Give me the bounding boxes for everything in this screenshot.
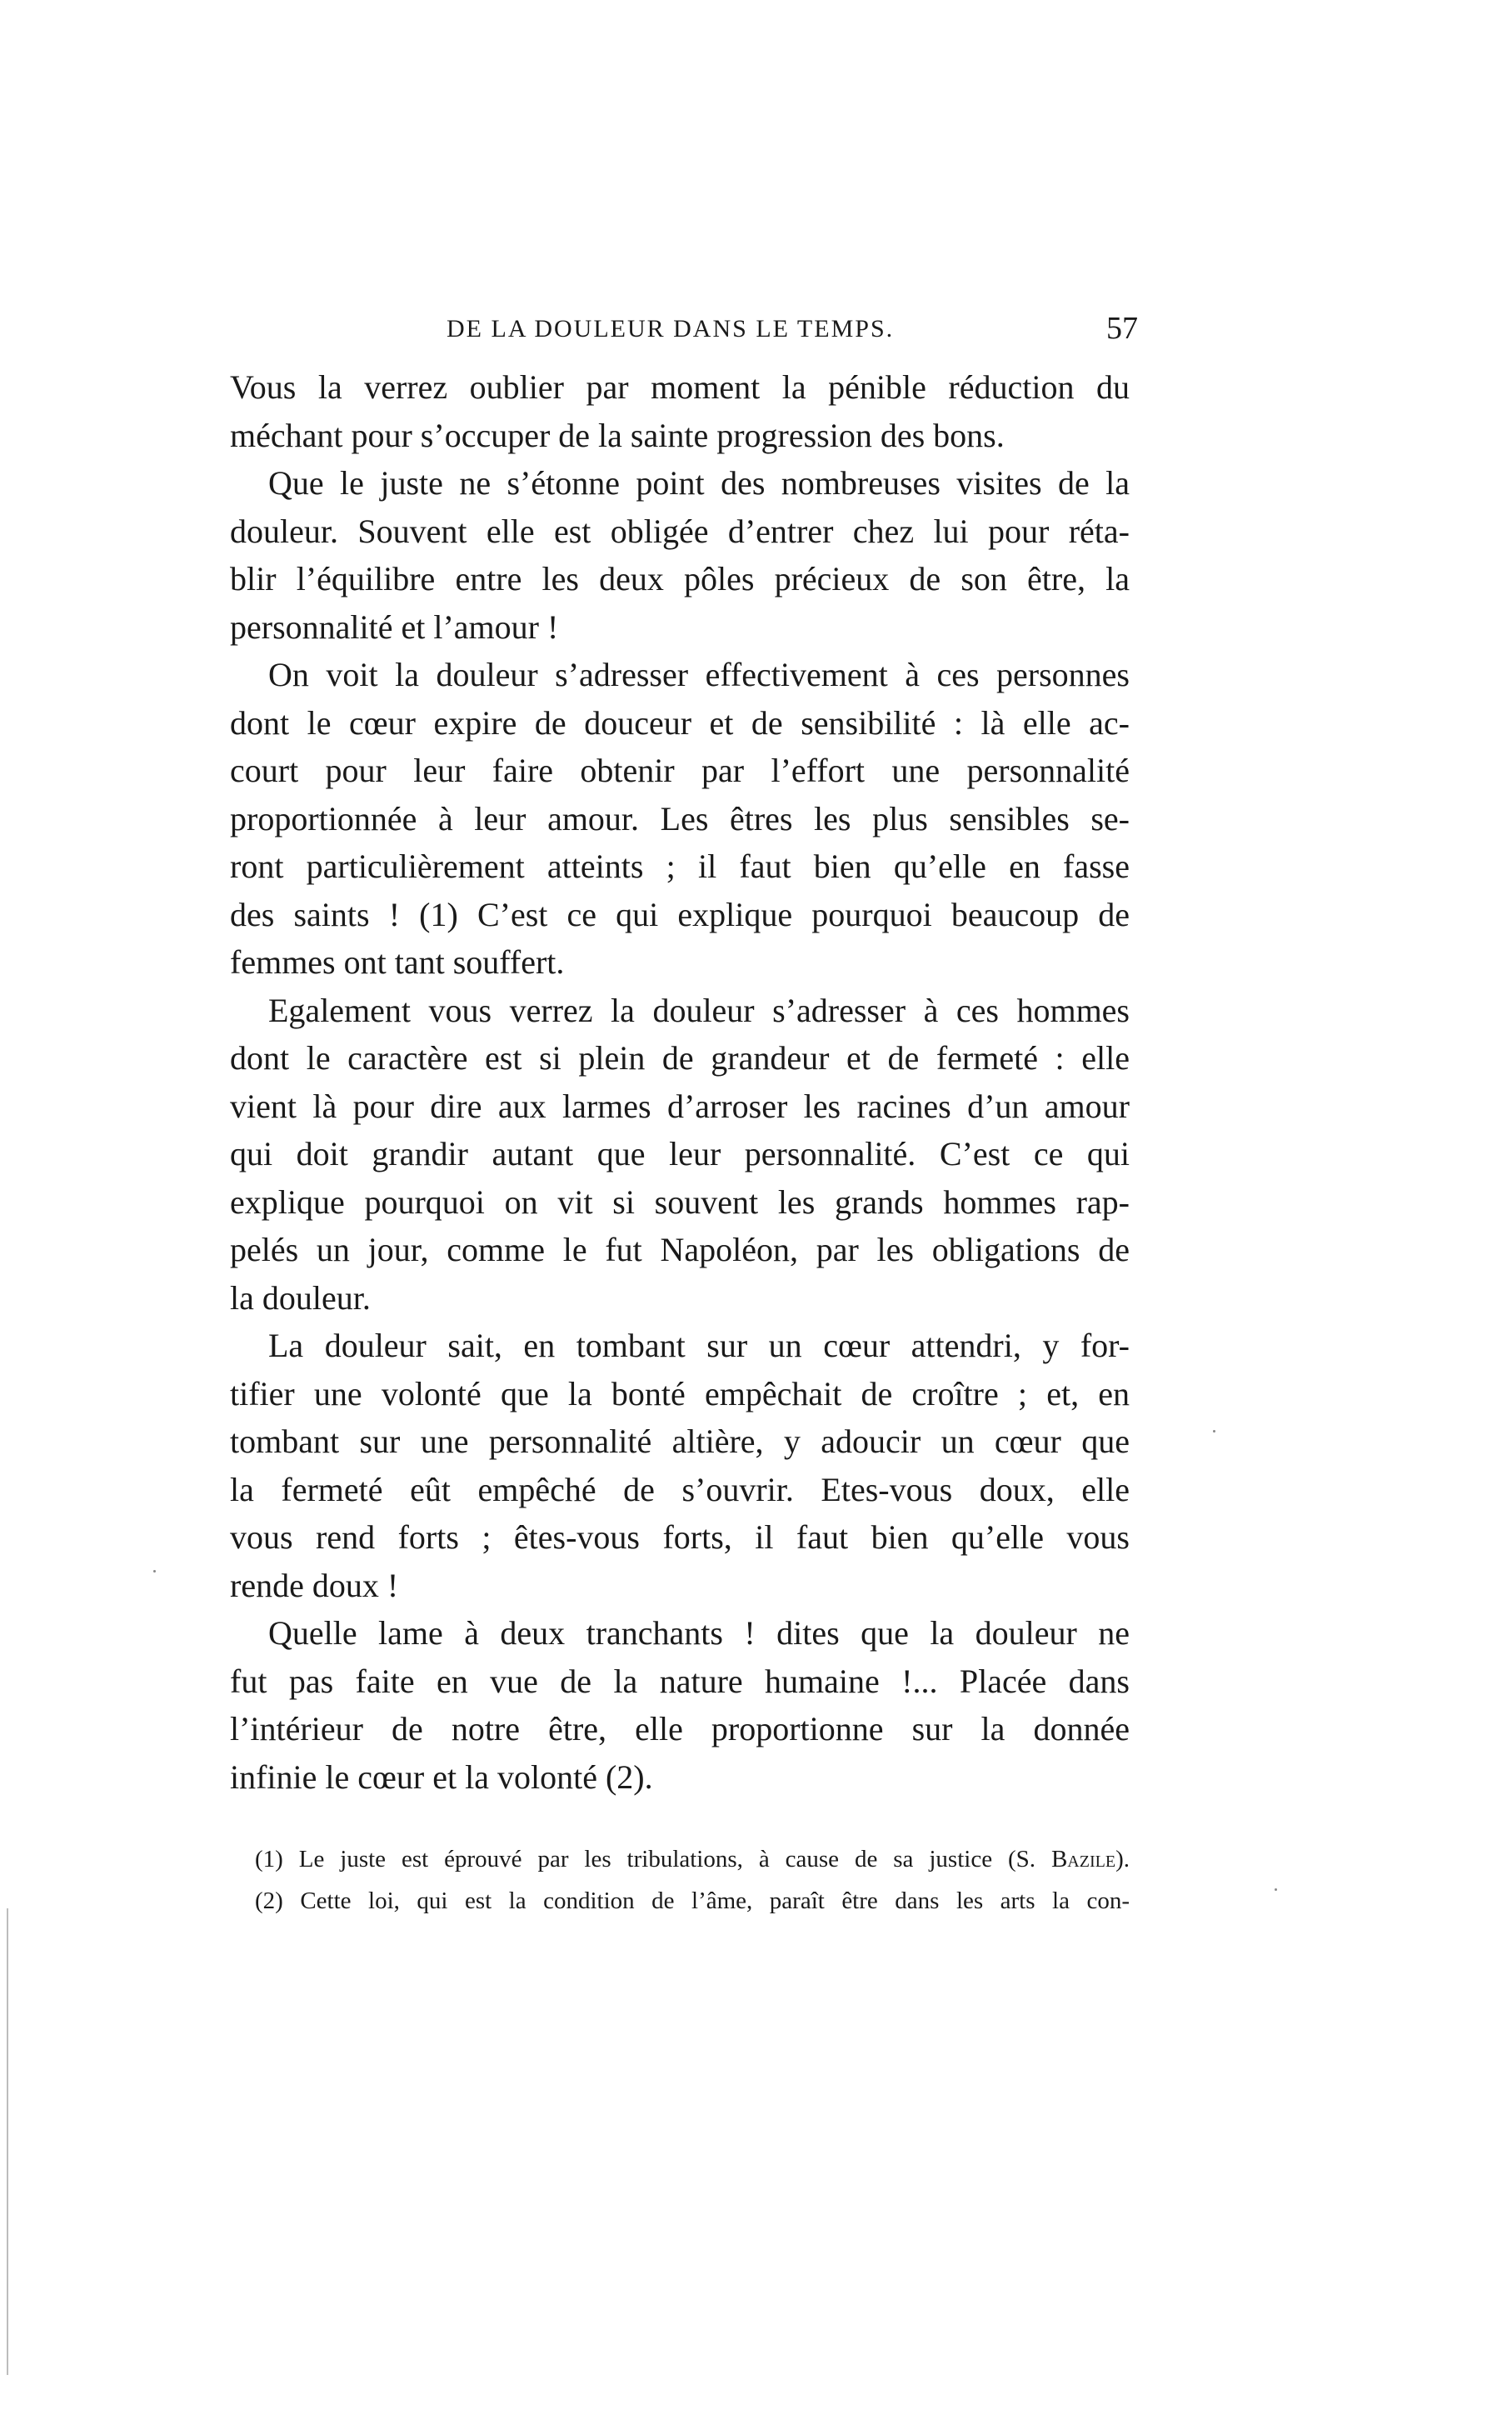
body-text — [230, 363, 1130, 1801]
scan-speck — [153, 1570, 156, 1572]
text-line: la douleur. — [230, 1278, 371, 1317]
text-line: l’intérieur de notre être, elle proportionne sur la donnée — [230, 1710, 1130, 1748]
running-title: DE LA DOULEUR DANS LE TEMPS. — [447, 315, 895, 342]
footnotes — [255, 1838, 1130, 1922]
text-line: court pour leur faire obtenir par l’effort une personnalité — [230, 752, 1130, 789]
footnote-1-end: ). — [1115, 1846, 1130, 1872]
paragraph-first-line: Quelle lame à deux tranchants ! dites que la douleur ne — [268, 1614, 1130, 1652]
paragraph-first-line: On voit la douleur s’adresser effectivement à ces personnes — [268, 656, 1130, 693]
text-line: Vous la verrez oublier par moment la pénible réduction du — [230, 368, 1130, 406]
text-line: fut pas faite en vue de la nature humaine !... Placée dans — [230, 1662, 1130, 1700]
text-line: pelés un jour, comme le fut Napoléon, par les obligations de — [230, 1231, 1130, 1268]
text-line: la fermeté eût empêché de s’ouvrir. Etes-vous doux, elle — [230, 1470, 1130, 1508]
scan-margin-shadow — [7, 1908, 8, 2375]
text-line: qui doit grandir autant que leur personnalité. C’est ce qui — [230, 1135, 1130, 1172]
text-line: vient là pour dire aux larmes d’arroser les racines d’un amour — [230, 1087, 1130, 1125]
footnote-2: (2) Cette loi, qui est la condition de l’âme, paraît être dans les arts la con- — [255, 1888, 1130, 1914]
text-line: vous rend forts ; êtes-vous forts, il faut bien qu’elle vous — [230, 1518, 1130, 1556]
text-line: tombant sur une personnalité altière, y adoucir un cœur que — [230, 1422, 1130, 1460]
page-number: 57 — [1106, 311, 1138, 346]
footnote-1 — [255, 1838, 1130, 1880]
text-line: proportionnée à leur amour. Les êtres les plus sensibles se- — [230, 799, 1130, 838]
text-line: femmes ont tant souffert. — [230, 943, 565, 981]
footnote-1-author: Bazile — [1050, 1846, 1116, 1872]
text-line: dont le cœur expire de douceur et de sensibilité : là elle ac- — [230, 703, 1130, 742]
text-line: blir l’équilibre entre les deux pôles précieux de son être, la — [230, 560, 1130, 598]
text-line: infinie le cœur et la volonté (2). — [230, 1758, 653, 1796]
text-line: douleur. Souvent elle est obligée d’entrer chez lui pour réta- — [230, 512, 1130, 550]
text-line: dont le caractère est si plein de grandeur et de fermeté : elle — [230, 1039, 1130, 1077]
footnote-1-text: (1) Le juste est éprouvé par les tribulations, à cause de sa justice (S. — [255, 1846, 1051, 1872]
scan-speck — [1213, 1430, 1215, 1432]
text-line: ront particulièrement atteints ; il faut bien qu’elle en fasse — [230, 848, 1130, 885]
text-line: méchant pour s’occuper de la sainte progression des bons. — [230, 416, 1005, 454]
paragraph-first-line: Que le juste ne s’étonne point des nombreuses visites de la — [268, 464, 1130, 502]
text-line: personnalité et l’amour ! — [230, 608, 559, 646]
text-line: explique pourquoi on vit si souvent les grands hommes rap- — [230, 1182, 1130, 1221]
paragraph-first-line: La douleur sait, en tombant sur un cœur attendri, y for- — [268, 1327, 1130, 1364]
paragraph-first-line: Egalement vous verrez la douleur s’adresser à ces hommes — [268, 991, 1130, 1029]
running-head — [230, 310, 1138, 352]
text-line: rende doux ! — [230, 1566, 399, 1604]
text-line: des saints ! (1) C’est ce qui explique pourquoi beaucoup de — [230, 895, 1130, 933]
scan-speck — [1275, 1888, 1277, 1891]
text-line: tifier une volonté que la bonté empêchait de croître ; et, en — [230, 1374, 1130, 1412]
